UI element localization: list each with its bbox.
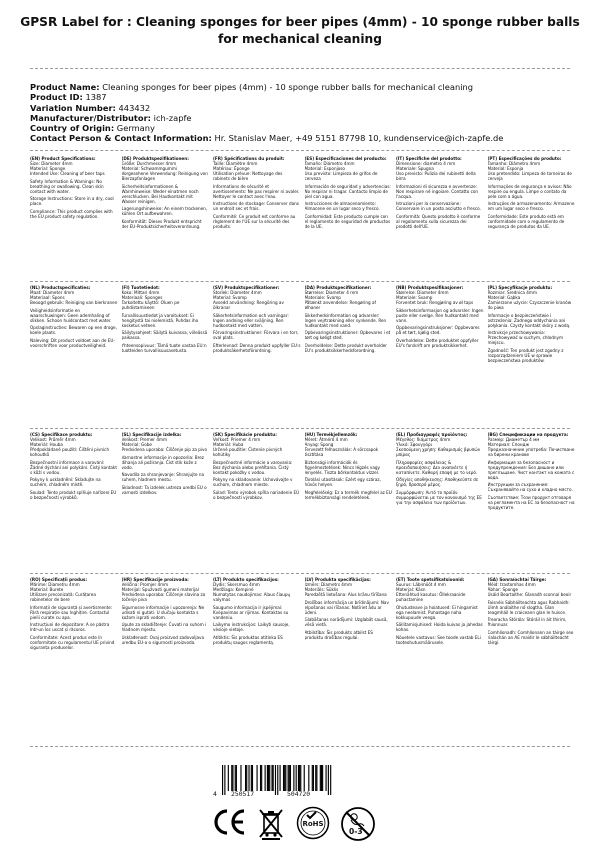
section-row-4	[30, 577, 575, 652]
barcode-bar	[316, 765, 317, 791]
section-paragraph: Biztonsági információk és figyelmeztetések: Nincs légzés vagy lenyelés. Tiszta bőrkontaktus vízzel.	[304, 459, 381, 475]
barcode-bar	[245, 765, 246, 791]
section-specifications: (IT) Specifiche del prodotto: Dimensione: diametro 4 mm Materiale: Spugna Uso previsto: Pulizia dei rubinetti della birra	[396, 156, 484, 181]
section-paragraph: Инструкции за съхранение: Съхранявайте на сухо и хладно място.	[487, 482, 573, 493]
barcode-digit-first: 4	[213, 790, 217, 798]
divider	[30, 281, 570, 282]
section-heading: (HR) Specifikacije proizvoda:	[121, 577, 189, 582]
section-heading: (LV) Produkta specifikācijas:	[304, 577, 371, 582]
barcode-bar	[304, 765, 305, 791]
info-row	[30, 133, 575, 143]
section-heading: (ES) Especificaciones del producto:	[304, 156, 387, 161]
section-paragraph: Съответствие: Този продукт отговаря на регламента на ЕС за безопасност на продуктите.	[487, 494, 575, 510]
section-heading: (DE) Produktspezifikationen:	[121, 156, 189, 161]
section-heading: (GA) Sonraíochtaí Táirge:	[487, 577, 547, 582]
barcode-bar	[328, 765, 329, 795]
info-label: Manufacturer/Distributor:	[30, 112, 152, 123]
barcode-bar	[320, 765, 321, 791]
section-paragraph: Súlad: Tento výrobok spĺňa nariadenie EÚ o bezpečnosti výrobkov.	[213, 489, 300, 500]
info-label: Contact Person & Contact Information:	[30, 133, 212, 144]
barcode-bar	[330, 765, 331, 795]
barcode-bar	[248, 765, 249, 791]
section-heading: (FR) Spécifications du produit:	[213, 156, 285, 161]
section-paragraph: Информация за безопасност и предупреждения: Без дишане или преглъщане. Чист контакт на кожата с вода.	[487, 459, 575, 480]
compliance-symbols	[212, 806, 412, 842]
info-label: Product ID:	[30, 92, 83, 103]
section-specifications: (ES) Especificaciones del producto: Tamaño: Diámetro 4mm Material: Esponjoso Uso previsto: Limpieza de grifos de cerveza	[305, 156, 393, 181]
divider	[30, 428, 570, 429]
language-section	[122, 285, 210, 365]
section-paragraph: Veiligheidsinformatie en waarschuwingen: Geen ademhaling of slikken. Schoon huidcontact met water.	[30, 307, 112, 323]
age-warning-icon	[340, 806, 376, 842]
section-paragraph: Varnostne informacije in opozorila: Brez dihanja ali požiranja. Čist stik kože z vodo.	[121, 454, 204, 470]
section-paragraph: Conformidad: Este producto cumple con el reglamento de seguridad de productos de la UE.	[304, 213, 391, 229]
barcode-bar	[273, 765, 274, 791]
language-section	[488, 156, 576, 231]
section-heading: (SK) Špecifikácie produktu:	[213, 432, 277, 437]
section-paragraph: Säilitamisjuhised: Hoida kuivas ja jahedas kohas.	[396, 622, 483, 633]
section-paragraph: Pokyny na skladovanie: Uchovávajte v suchom, chladnom mieste.	[213, 477, 293, 488]
section-heading: (HU) Termékjellemzők:	[304, 432, 358, 437]
barcode-bar	[265, 765, 266, 791]
barcode-bar	[298, 765, 299, 791]
section-paragraph: Konformität: Dieses Produkt entspricht der EU-Produktsicherheitsverordnung.	[121, 218, 202, 229]
section-paragraph: Storage Instructions: Store in a dry, cool place.	[30, 196, 114, 207]
barcode-bar	[280, 765, 281, 791]
barcode-bar	[275, 765, 276, 795]
section-paragraph: Overholdelse: Dette produktet oppfyller EU's forskrift om produktsikkerhet.	[396, 337, 479, 348]
barcode-bar	[315, 765, 316, 791]
section-paragraph: Instrukcje przechowywania: Przechowywać w suchym, chłodnym miejscu.	[487, 330, 563, 346]
section-paragraph: Säilytysohjeet: Säilytä kuivassa, viileässä paikassa.	[121, 330, 208, 341]
section-specifications: (CS) Specifikace produktu: Velikost: Průměr 4mm Materiál: Houba Předpokládané použití: Čištění pivních kohoutků	[30, 432, 118, 457]
section-paragraph: Overholdelse: Dette produkt overholder EU's produktsikkerhedsforordning.	[304, 342, 387, 353]
info-value: 443432	[118, 102, 151, 113]
section-paragraph: Naleving: Dit product voldoet aan de EU-voorschriften voor productveiligheid.	[30, 337, 115, 348]
barcode-right-group: 504720	[287, 790, 311, 798]
section-heading: (SV) Produktspecifikationer:	[213, 285, 280, 290]
info-value: Cleaning sponges for beer pipes (4mm) - 10 sponge rubber balls for mechanical cleaning	[102, 82, 474, 92]
info-row	[30, 82, 575, 92]
language-section	[213, 285, 301, 365]
rohs-badge-icon	[296, 806, 330, 840]
language-section	[30, 577, 118, 652]
age-label: 0-3	[349, 827, 363, 836]
barcode-bar	[222, 765, 223, 795]
info-value: Hr. Stanislav Maer, +49 5151 87798 10, kundenservice@ich-zapfe.de	[214, 133, 504, 144]
divider	[30, 150, 570, 151]
section-specifications: (SK) Špecifikácie produktu: Veľkosť: Priemer 4 mm Materiál: Huba Určené použitie: Čistenie pivných kohútiky	[213, 432, 301, 457]
info-value: Germany	[116, 123, 155, 134]
barcode-bar	[289, 765, 290, 791]
info-row	[30, 113, 575, 123]
section-paragraph: Instrucțiuni de depozitare: A se păstra într-un loc uscat și răcoros.	[30, 622, 110, 633]
section-paragraph: Yhteensopivuus: Tämä tuote vastaa EU:n tuotteiden turvallisuusasetusta.	[121, 342, 207, 353]
section-paragraph: Förvaringsinstruktioner: Förvara i en torr, sval plats.	[213, 330, 299, 341]
section-paragraph: Sicherheitsinformationen & Warnhinweise: Weder einatmen noch verschlucken. Bei Hautkontakt mit Wasser reinigen.	[121, 183, 199, 204]
section-paragraph: Opslaginstructies: Bewaren op een droge, koele plaats.	[30, 325, 117, 336]
section-paragraph: Faisnéis Sábháilteachta agus Rabhaidh: Uimh análaithe nó slogtha. Glan teagmháil le craiceann glan le huisce.	[487, 599, 570, 615]
section-paragraph: Conformidade: Este produto está em conformidade com o regulamento de segurança de produtos da UE.	[487, 213, 565, 229]
barcode-bar	[269, 765, 270, 791]
language-section	[213, 577, 301, 652]
barcode-bar	[268, 765, 269, 791]
section-row-1	[30, 156, 575, 231]
section-paragraph: Säkerhetsinformation och varningar: Ingen andning eller sväljning. Ren hudkontakt med vatten.	[213, 312, 289, 328]
section-specifications: (GA) Sonraíochtaí Táirge: Méid: trastomhas 4mm Ábhar: Sponge Úsáid Beartaithe: Glanadh sconnaí beoir	[488, 577, 576, 597]
section-heading: (DA) Produktspecifikationer:	[304, 285, 372, 290]
section-paragraph: Conformitate: Acest produs este în conformitate cu regulamentul UE privind siguranța produselor.	[30, 634, 115, 650]
section-paragraph: Compliance: This product complies with the EU product safety regulation.	[30, 208, 113, 219]
barcode-bar	[285, 765, 286, 791]
language-section	[305, 285, 393, 365]
barcode-bar	[232, 765, 233, 791]
barcode-bar	[228, 765, 229, 791]
section-paragraph: Tárolási utasítások: Ezért egy száraz, hűvös helyen.	[304, 477, 381, 488]
section-paragraph: Nõuetele vastavus: See toode vastab ELi tooteohutusmäärusele.	[396, 634, 481, 645]
language-section	[488, 577, 576, 652]
barcode-bar	[260, 765, 261, 791]
section-heading: (EL) Προδιαγραφές προϊόντος:	[396, 432, 468, 437]
language-section	[488, 432, 576, 512]
barcode-bar	[300, 765, 301, 791]
section-paragraph: Instruções de armazenamento: Armazene em um lugar seco e fresco.	[487, 201, 575, 212]
section-paragraph: Atitiktis: Šis produktas atitinka ES produktų saugos reglamentą.	[213, 634, 283, 645]
section-paragraph: Ohutusteave ja hoiatused: Ei hingamist ega neelamist. Puhastage naha kokkupuude veega.	[396, 604, 478, 620]
barcode-bar	[326, 765, 327, 791]
language-section	[122, 432, 210, 512]
section-specifications: (FI) Tuotetiedot: Koko: Mittari 4mm Materiaali: Sponges Tarkoitettu käyttö: Oluen pe puhdistamiseen	[122, 285, 210, 310]
section-specifications: (EN) Product Specifications: Size: Diameter 4mm Material: Sponge Intended Use: Cleaning of beer taps	[30, 156, 118, 176]
section-specifications: (HR) Specifikacije proizvoda: Veličina: Promjer 4mm Materijal: Spužvasti gumeni materijal Predviđena uporaba: Čišćenje slavina za točenje piva	[122, 577, 210, 602]
section-paragraph: Sigurnosne informacije i upozorenja: Ne udisati ni gutati. U slučaju kontakta s kožom isprati vodom.	[121, 604, 205, 620]
barcode-bar	[240, 765, 241, 791]
section-paragraph: Saugumo informacija ir įspėjimai: Kvėpavimas ar rijimas. Kontaktas su vandeniu.	[213, 604, 289, 620]
section-specifications: (EL) Προδιαγραφές προϊόντος: Μέγεθος: διάμετρος 4mm Υλικό: Σφουγγάρι Σκοπούμενη χρήση: Καθαρισμός βρυσών μπίρας	[396, 432, 484, 457]
section-paragraph: Megfelelőség: Ez a termék megfelel az EU termékbiztonsági rendeletének.	[304, 489, 392, 500]
barcode-bar	[296, 765, 297, 791]
info-row	[30, 92, 575, 102]
language-section	[122, 156, 210, 231]
section-paragraph: Sikkerhetsinformasjon og advarsler: Ingen puste eller svelge. Ren hudkontakt med vann.	[396, 307, 484, 323]
language-section	[396, 156, 484, 231]
section-heading: (CS) Specifikace produktu:	[30, 432, 93, 437]
barcode-bar	[236, 765, 237, 791]
divider	[30, 68, 570, 69]
section-paragraph: Drošības informācija un brīdinājumi: Nav elpošanas vai rīšanas. Notīriet ādu ar ūdeni.	[304, 599, 389, 615]
section-paragraph: Safety Information & Warnings: No breathing or swallowing. Clean skin contact with water.	[30, 178, 104, 194]
page-title: GPSR Label for : Cleaning sponges for beer pipes (4mm) - 10 sponge rubber balls for mechanical cleaning	[20, 15, 580, 46]
section-paragraph: Οδηγίες αποθήκευσης: Αποθηκεύστε σε ξηρό, δροσερό μέρος.	[396, 477, 479, 488]
language-section	[305, 432, 393, 512]
section-specifications: (LV) Produkta specifikācijas: Izmērs: Diametrs 4mm Materiāls: Sūklis Paredzētā lietošana: Alus krānu tīrīšana	[305, 577, 393, 597]
section-paragraph: Pokyny k uskladnění: Skladujte na suchém, chladném místě.	[30, 477, 101, 488]
section-paragraph: Glabāšanas norādījumi: Uzglabāt sausā, vēsā vietā.	[304, 617, 388, 628]
section-specifications: (SL) Specifikacije izdelka: Velikost: Premer 4mm Material: Gobe Predvidena uporaba: Čiščenje pip za pivo	[121, 432, 208, 453]
language-section	[30, 432, 118, 512]
section-paragraph: Atbilstība: Šis produkts atbilst ES produktu drošības regulai.	[304, 629, 373, 640]
section-row-3	[30, 432, 575, 512]
section-heading: (RO) Specificații produs:	[30, 577, 88, 582]
divider	[30, 746, 570, 747]
barcode-bar	[246, 765, 247, 791]
language-section	[488, 285, 576, 365]
section-paragraph: Skladnost: Ta izdelek ustreza uredbi EU o varnosti izdelkov.	[121, 484, 207, 495]
section-paragraph: Usklađenost: Ovaj proizvod zadovoljava uredbu EU-a o sigurnosti proizvoda.	[121, 634, 205, 645]
info-row	[30, 103, 575, 113]
barcode	[212, 765, 342, 799]
section-heading: (BG) Спецификации на продукта:	[487, 432, 569, 437]
section-paragraph: Comhlíonadh: Comhlíonann an táirge seo rialachán an AE maidir le sábháilteacht táirgí.	[487, 629, 574, 645]
section-paragraph: Informații de siguranță și avertismente: Fără respirație sau înghițire. Contactul pielii curate cu apa.	[30, 604, 113, 620]
section-specifications: (RO) Specificații produs: Mărime: Diametru 4mm Material: Burete Utilizare preconizată: Curățarea robinetelor de bere	[30, 577, 118, 602]
section-paragraph: Efterlevnad: Denna produkt uppfyller EU:s produktsäkerhetsförordning.	[213, 342, 301, 353]
language-section	[213, 156, 301, 231]
section-heading: (ET) Toote spetsifikatsioonid:	[396, 577, 465, 582]
barcode-bar	[322, 765, 323, 791]
section-paragraph: Informacje o bezpieczeństwie i ostrzeżenia: Żadnego oddychania ani połykania. Czysty kontakt skóry z wodą.	[487, 312, 571, 328]
barcode-bar	[313, 765, 314, 791]
section-paragraph: Conformité: Ce produit est conforme au règlement de l'UE sur la sécurité des produits.	[213, 213, 296, 229]
section-specifications: (BG) Спецификации на продукта: Размер: Диаметър 4 мм Материал: Спондж Предназначение употреба: Почистване на бирени кранове	[487, 432, 575, 458]
barcode-bar	[267, 765, 268, 791]
barcode-bar	[308, 765, 309, 791]
section-specifications: (HU) Termékjellemzők: Méret: Átmérő 4 mm Anyag: Spong Tervezett felhasználás: A sörcsapok tisztítása	[305, 432, 393, 457]
section-paragraph: Laikymo instrukcijos: Laikyti sausoje, vėsioje vietoje.	[213, 622, 290, 633]
barcode-bar	[271, 765, 272, 791]
rohs-label: RoHS	[302, 820, 324, 828]
barcode-bar	[224, 765, 225, 795]
section-heading: (EN) Product Specifications:	[30, 156, 96, 161]
section-paragraph: Informazioni di sicurezza e avvertenze: Non respirare né ingoiare. Contatto con l'acqua.	[396, 183, 479, 199]
section-paragraph: Upute za skladištenje: Čuvati na suhom i hladnom mjestu.	[121, 622, 207, 633]
trash-bin-crossed-icon	[256, 806, 286, 840]
section-specifications: (SV) Produktspecifikationer: Storlek: Diameter 4mm Material: Svamp Avsedd användning: Rengöring av ölkranar	[213, 285, 301, 310]
barcode-bar	[312, 765, 313, 791]
section-paragraph: Istruzioni per la conservazione: Conservare in un posto asciutto e fresco.	[396, 201, 481, 212]
section-specifications: (PT) Especificações do produto: Tamanho: Diâmetro 4mm Material: Esponja Uso pretendido: Limpeza de torneiras de cerveja	[488, 156, 576, 181]
language-section	[30, 285, 118, 365]
section-paragraph: Treoracha Stórála: Stóráil in áit thirim, fhionnuar.	[487, 617, 567, 628]
info-label: Variation Number:	[30, 102, 116, 113]
barcode-bar	[293, 765, 294, 791]
barcode-bar	[288, 765, 289, 791]
barcode-bar	[284, 765, 285, 791]
section-heading: (NB) Produktspesifikasjoner:	[396, 285, 464, 290]
barcode-bar	[235, 765, 236, 791]
section-paragraph: Πληροφορίες ασφάλειας & προειδοποιήσεις: Δεν αναπνέετε ή καταπίνετε. Καθαρή επαφή με το νερό.	[396, 459, 478, 475]
section-heading: (IT) Specifiche del prodotto:	[396, 156, 462, 161]
section-paragraph: Informations de sécurité et avertissements: Ne pas respirer ni avaler. Nettoyer le contact avec l'eau.	[213, 183, 300, 199]
language-section	[396, 432, 484, 512]
barcode-bar	[257, 765, 258, 791]
ce-mark-icon	[212, 806, 248, 838]
barcode-bar	[299, 765, 300, 791]
info-value: 1387	[85, 92, 107, 103]
section-paragraph: Bezpečnostní informace a varování: Žádné dýchání ani polykání. Čistý kontakt s kůží s vodou.	[30, 459, 117, 475]
section-specifications: (DA) Produktspecifikationer: Størrelse: Diameter 4 mm Materiale: Svamp Påtænkt anvendelse: Rengøring af ølhaner	[305, 285, 393, 310]
info-row	[30, 123, 575, 133]
section-paragraph: Informações de segurança e avisos: Não respire ou engula. Limpe o contato da pele com a água.	[487, 183, 572, 199]
language-section	[122, 577, 210, 652]
section-paragraph: Oppbevaringsinstruksjoner: Oppbevares på et tørt, kjølig sted.	[396, 325, 480, 336]
section-heading: (LT) Produkto specifikacijos:	[213, 577, 279, 582]
barcode-bar	[251, 765, 252, 791]
section-specifications: (PL) Specyfikacje produktu: Rozmiar: Średnica 4mm Materiał: Gąbka Zamierzone użycie: Czyszczenie kranów do piwa	[488, 285, 576, 310]
language-section	[213, 432, 301, 512]
section-specifications: (ET) Toote spetsifikatsioonid: Suurus: Läbimõõt 4 mm Materjal: Käsn Ettenähtud kasutus: Õllekraanide puhastamine	[396, 577, 484, 602]
section-paragraph: Opbevaringsinstruktioner: Opbevares i et tørt og køligt sted.	[304, 330, 391, 341]
language-section	[396, 285, 484, 365]
section-specifications: (DE) Produktspezifikationen: Größe: Durchmesser 4mm Material: Schwammgummi Vorgesehene Verwendung: Reinigung von Bierzapfanlagen	[121, 156, 208, 182]
barcode-bar	[283, 765, 284, 791]
section-paragraph: Instrucciones de almacenamiento: Almacene en un lugar seco y fresco.	[304, 201, 380, 212]
section-specifications: (NL) Productspecificaties: Maat: Diameter 4mm Materiaal: Spons Beoogd gebruik: Reiniging van bierkranen	[30, 285, 118, 306]
section-specifications: (NB) Produktspesifikasjoner: Størrelse: Diameter 4mm Materiale: Svamp Forventet bruk: Rengjøring av øl taps	[396, 285, 484, 305]
section-paragraph: Conformità: Questo prodotto è conforme al regolamento sulla sicurezza dei prodotti dell'UE.	[396, 213, 481, 229]
section-paragraph: Soulad: Tento produkt splňuje nařízení EU o bezpečnosti výrobků.	[30, 489, 117, 500]
barcode-bar	[321, 765, 322, 791]
barcode-bar	[261, 765, 262, 791]
barcode-bar	[231, 765, 232, 791]
divider	[30, 573, 570, 574]
barcode-bar	[277, 765, 278, 795]
section-paragraph: Navodila za shranjevanje: Shranjujte na suhem, hladnem mestu.	[121, 472, 204, 483]
section-paragraph: Instructions de stockage: Conserver dans un endroit sec et frais.	[213, 201, 299, 212]
section-specifications: (FR) Spécifications du produit: Taille: Diamètre 4mm Matériau: Éponge Utilisation prévue: Nettoyage des robinets de bière	[213, 156, 301, 181]
section-paragraph: Bezpečnostné informácie a varovania: Bez dýchania alebo prehĺtania. Čistý kontakt pokožky s vodou.	[213, 459, 293, 475]
info-label: Product Name:	[30, 82, 100, 92]
section-heading: (SL) Specifikacije izdelka:	[121, 432, 182, 437]
language-section	[396, 577, 484, 652]
section-row-2	[30, 285, 575, 365]
language-section	[30, 156, 118, 231]
section-specifications: (LT) Produkto specifikacijos: Dydis: Skersmuo 4mm Medžiaga: Kempinė Numatytas naudojimas: Alaus čiaupų valymas	[213, 577, 301, 602]
language-section	[305, 156, 393, 231]
section-heading: (PL) Specyfikacje produktu:	[487, 285, 553, 290]
barcode-bar	[252, 765, 253, 791]
info-label: Country of Origin:	[30, 123, 115, 134]
language-section	[305, 577, 393, 652]
section-heading: (NL) Productspecificaties:	[30, 285, 91, 290]
section-paragraph: Información de seguridad y advertencias: No respirar ni tragar. Contacto limpio de piel con agua.	[304, 183, 391, 199]
section-paragraph: Turvallisuustiedot ja varoitukset: Ei hengitystä tai nielemistä. Puhdas iho kosketus veteen.	[121, 312, 199, 328]
section-paragraph: Sikkerhedsinformation og advarsler: Ingen vejrtrækning eller synkende. Ren hudkontakt med vand.	[304, 312, 387, 328]
section-heading: (PT) Especificações do produto:	[487, 156, 562, 161]
barcode-bar	[290, 765, 291, 791]
info-value: ich-zapfe	[153, 112, 192, 123]
product-info	[30, 82, 575, 144]
section-paragraph: Συμμόρφωση: Αυτό το προϊόν συμμορφώνεται με τον κανονισμό της ΕΕ για την ασφάλεια των προϊόντων.	[396, 489, 482, 505]
section-paragraph: Zgodność: Ten produkt jest zgodny z rozporządzeniem UE w sprawie bezpieczeństwa produktów.	[487, 347, 564, 363]
section-heading: (FI) Tuotetiedot:	[121, 285, 160, 290]
barcode-left-group: 250517	[231, 790, 255, 798]
section-paragraph: Lagerungshinweise: An einem trockenen, kühlen Ort aufbewahren.	[121, 206, 208, 217]
